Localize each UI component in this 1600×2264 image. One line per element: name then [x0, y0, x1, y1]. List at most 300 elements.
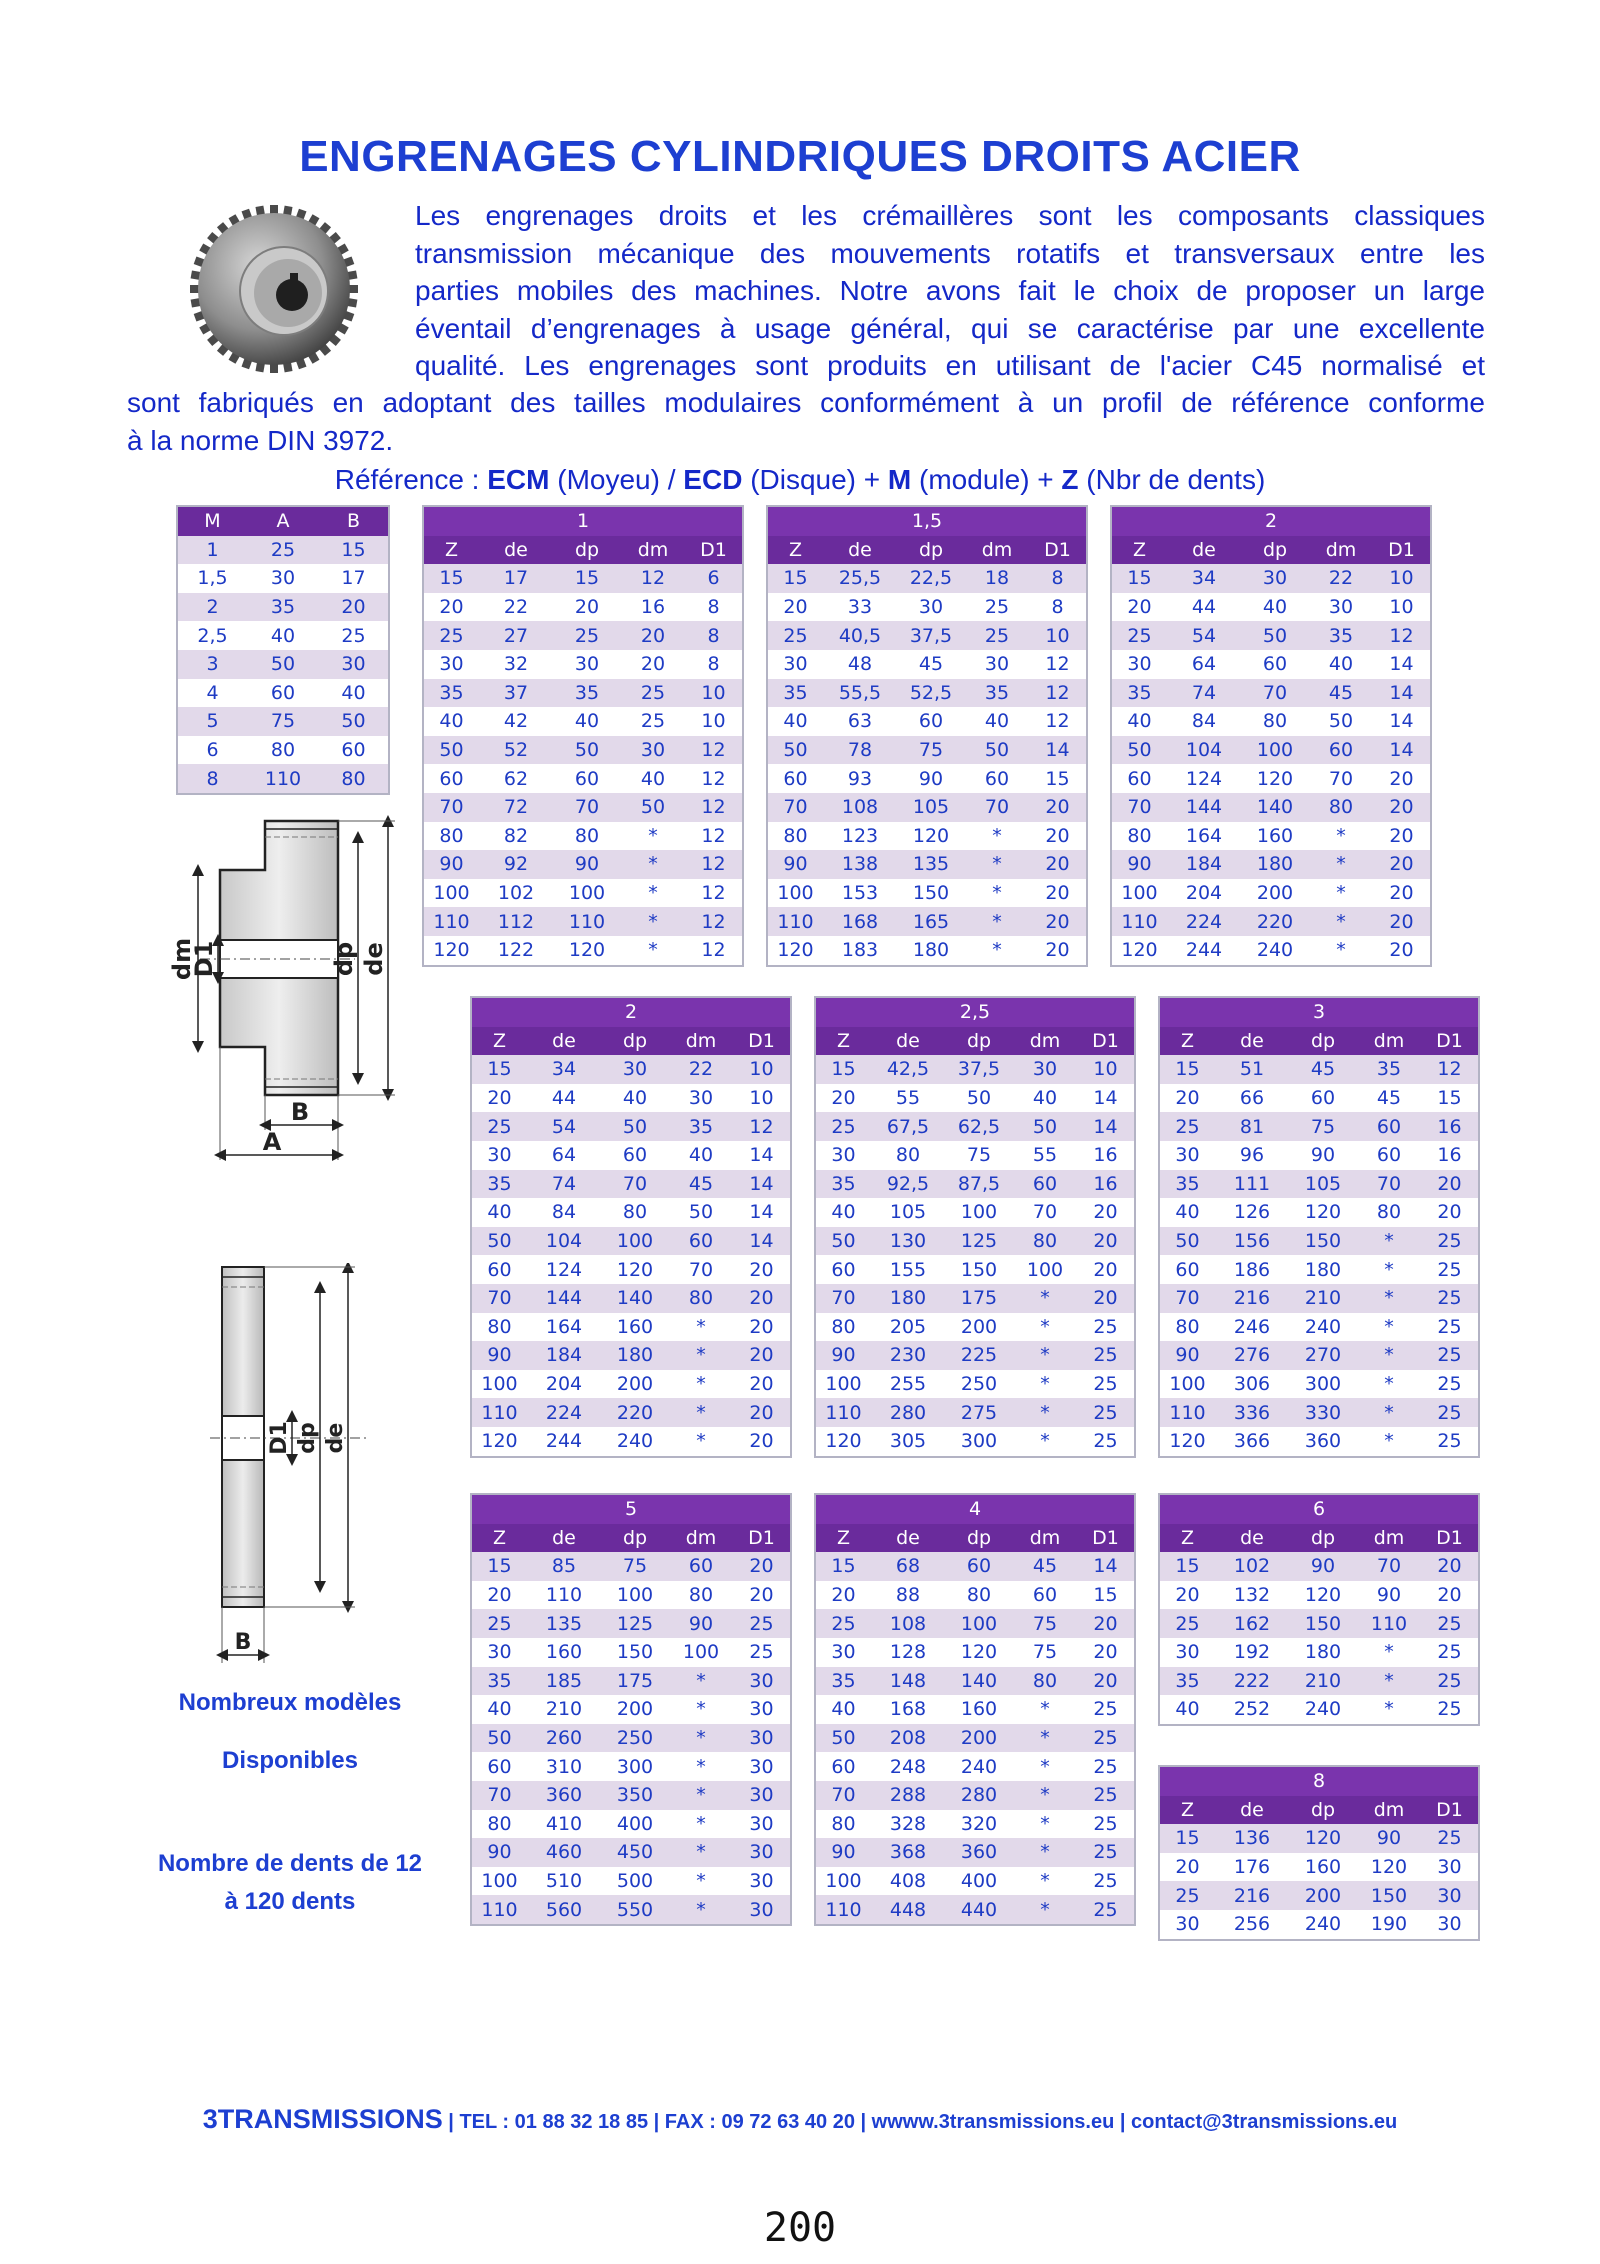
table-cell: 90	[1289, 1552, 1357, 1581]
table-row	[471, 1838, 791, 1867]
table-row	[1159, 1227, 1479, 1256]
table-cell: 74	[1167, 679, 1241, 708]
table-cell: *	[992, 939, 1002, 962]
table-cell: 25	[471, 1112, 527, 1141]
module-table-2-5	[814, 996, 1136, 1458]
table-cell: 22	[1309, 564, 1373, 593]
table-cell: 400	[960, 1870, 998, 1893]
table-cell: 70	[965, 793, 1029, 822]
table-cell: 68	[871, 1552, 945, 1581]
dim-cell: 3	[177, 650, 247, 679]
table-cell: 25	[1159, 1609, 1215, 1638]
dim-cell: 50	[247, 650, 319, 679]
table-cell: 366	[1233, 1430, 1271, 1453]
intro-line: transmission mécanique des mouvements rotatifs et transversaux entre les	[415, 237, 1485, 269]
table-cell: 120	[616, 1258, 654, 1281]
table-row	[1111, 879, 1431, 908]
table-cell: 400	[616, 1812, 654, 1835]
table-cell: 25	[1421, 1398, 1479, 1427]
table-row	[1159, 1084, 1479, 1113]
table-cell: 100	[601, 1227, 669, 1256]
column-header: Z	[423, 536, 479, 565]
table-cell: 35	[1159, 1170, 1215, 1199]
dim-table-row	[177, 650, 389, 679]
table-cell: 12	[701, 824, 726, 847]
table-cell: 35	[815, 1170, 871, 1199]
table-cell: 164	[545, 1315, 583, 1338]
table-cell: 20	[487, 1584, 512, 1607]
table-cell: 153	[841, 882, 879, 905]
table-cell: 25	[1421, 1284, 1479, 1313]
dim-cell: 75	[247, 707, 319, 736]
dim-cell: 30	[270, 567, 296, 590]
table-cell: 120	[481, 1430, 518, 1453]
table-cell: 60	[1032, 1584, 1058, 1607]
table-cell: 108	[871, 1609, 945, 1638]
reference-z: Z	[1061, 464, 1079, 495]
table-cell: 305	[889, 1430, 927, 1453]
table-cell: 45	[669, 1170, 733, 1199]
table-cell: 350	[601, 1781, 669, 1810]
table-cell: 27	[479, 621, 553, 650]
table-row	[1111, 793, 1431, 822]
table-cell: 160	[960, 1698, 998, 1721]
table-cell: 30	[749, 1870, 774, 1893]
table-cell: *	[1357, 1667, 1421, 1696]
table-cell: 60	[1262, 653, 1288, 676]
table-cell: 320	[960, 1812, 998, 1835]
table-cell: 14	[1389, 710, 1414, 733]
table-cell: 14	[749, 1201, 774, 1224]
table-cell: 25	[733, 1609, 791, 1638]
table-cell: 135	[897, 850, 965, 879]
table-cell: 87,5	[945, 1170, 1013, 1199]
table-cell: 240	[1304, 1913, 1342, 1936]
table-cell: 50	[601, 1112, 669, 1141]
table-row	[1159, 1824, 1479, 1853]
table-cell: 80	[574, 824, 600, 847]
table-row	[767, 736, 1087, 765]
table-row	[1159, 1609, 1479, 1638]
table-cell: 10	[733, 1055, 791, 1084]
table-cell: 35	[471, 1170, 527, 1199]
dim-cell: 15	[319, 536, 389, 565]
table-cell: 84	[551, 1201, 577, 1224]
table-cell: 30	[688, 1087, 714, 1110]
table-row	[815, 1227, 1135, 1256]
dim-cell: 30	[319, 650, 389, 679]
table-cell: 110	[471, 1895, 527, 1925]
table-cell: 12	[621, 564, 685, 593]
table-cell: 204	[1185, 882, 1223, 905]
table-cell: 33	[847, 596, 873, 619]
table-cell: 35	[1309, 621, 1373, 650]
table-cell: 105	[1289, 1170, 1357, 1199]
module-label: 8	[1159, 1766, 1479, 1796]
dim-cell: 20	[319, 593, 389, 622]
table-cell: 280	[871, 1398, 945, 1427]
module-label: 1,5	[767, 506, 1087, 536]
table-cell: 50	[471, 1227, 527, 1256]
table-cell: 50	[471, 1724, 527, 1753]
side-note-teeth	[130, 1845, 450, 1921]
module-table-1	[422, 505, 744, 967]
table-cell: *	[696, 1755, 706, 1778]
table-cell: 25	[1421, 1227, 1479, 1256]
column-header: Z	[1159, 1027, 1215, 1056]
table-cell: 25	[1437, 1698, 1462, 1721]
table-cell: 100	[960, 1201, 998, 1224]
table-cell: 184	[1167, 850, 1241, 879]
table-row	[1111, 822, 1431, 851]
column-header: D1	[1421, 1524, 1479, 1553]
table-cell: 30	[984, 653, 1010, 676]
table-row	[471, 1695, 791, 1724]
table-cell: 30	[1241, 564, 1309, 593]
table-cell: 30	[918, 596, 944, 619]
table-cell: 30	[1175, 1913, 1200, 1936]
column-header: Z	[1159, 1796, 1215, 1825]
table-cell: 25	[767, 621, 823, 650]
table-cell: *	[648, 824, 658, 847]
table-cell: 200	[616, 1698, 654, 1721]
table-cell: 128	[889, 1641, 927, 1664]
column-header: de	[871, 1027, 945, 1056]
table-cell: 156	[1215, 1227, 1289, 1256]
table-cell: 20	[749, 1373, 774, 1396]
table-cell: 12	[685, 850, 743, 879]
table-row	[1159, 1581, 1479, 1610]
table-cell: 40	[1262, 596, 1288, 619]
column-header: dm	[1357, 1796, 1421, 1825]
table-cell: *	[1013, 1781, 1077, 1810]
table-cell: 70	[767, 793, 823, 822]
table-cell: 20	[1029, 850, 1087, 879]
table-cell: 22	[503, 596, 529, 619]
table-cell: 30	[733, 1895, 791, 1925]
table-row	[1111, 679, 1431, 708]
table-cell: 120	[1169, 1430, 1206, 1453]
table-cell: 14	[1029, 736, 1087, 765]
table-cell: 20	[1389, 882, 1414, 905]
table-cell: 70	[1111, 793, 1167, 822]
table-cell: 25	[1421, 1824, 1479, 1853]
table-cell: 164	[1185, 824, 1223, 847]
table-cell: *	[1040, 1812, 1050, 1835]
table-cell: 150	[616, 1641, 654, 1664]
table-cell: 150	[912, 882, 950, 905]
table-row	[471, 1581, 791, 1610]
module-table-2	[1110, 505, 1432, 967]
intro-line: qualité. Les engrenages sont produits en utilisant de l'acier C45 normalisé et	[415, 350, 1485, 381]
reference-prefix: Référence :	[334, 464, 488, 495]
table-cell: 110	[767, 907, 823, 936]
table-cell: 20	[621, 621, 685, 650]
table-cell: 20	[1389, 939, 1414, 962]
dim-cell: 1	[177, 536, 247, 565]
table-cell: 60	[487, 1258, 512, 1281]
table-row	[815, 1341, 1135, 1370]
table-cell: 20	[1373, 907, 1431, 936]
table-cell: 52,5	[897, 679, 965, 708]
table-cell: 35	[1159, 1667, 1215, 1696]
column-header: dp	[601, 1027, 669, 1056]
table-cell: 14	[749, 1144, 774, 1167]
intro-line: parties mobiles des machines. Notre avons fait le choix de proposer un large	[415, 275, 1485, 306]
table-row	[471, 1552, 791, 1581]
table-cell: 60	[669, 1227, 733, 1256]
table-row	[767, 621, 1087, 650]
table-cell: 25	[1437, 1315, 1462, 1338]
table-cell: 92,5	[871, 1170, 945, 1199]
table-cell: 20	[1077, 1667, 1135, 1696]
table-cell: 50	[621, 793, 685, 822]
table-row	[1159, 1881, 1479, 1910]
table-cell: 10	[685, 679, 743, 708]
table-cell: *	[1357, 1284, 1421, 1313]
column-header: de	[1215, 1027, 1289, 1056]
table-cell: 34	[1167, 564, 1241, 593]
table-row	[1159, 1055, 1479, 1084]
table-cell: 25	[1093, 1430, 1118, 1453]
column-header: Z	[471, 1524, 527, 1553]
column-header-row	[1111, 536, 1431, 565]
module-label: 3	[1159, 997, 1479, 1027]
table-cell: *	[1040, 1315, 1050, 1338]
table-cell: 175	[601, 1667, 669, 1696]
column-header: Z	[1159, 1524, 1215, 1553]
column-header-row	[815, 1524, 1135, 1553]
table-cell: 120	[777, 939, 814, 962]
column-header: dm	[669, 1027, 733, 1056]
table-row	[815, 1638, 1135, 1667]
dim-cell: 60	[341, 739, 366, 762]
table-cell: 80	[487, 1315, 512, 1338]
dim-cell: 2	[177, 593, 247, 622]
table-row	[815, 1838, 1135, 1867]
dim-cell: 40	[270, 624, 296, 647]
dim-cell: 80	[319, 764, 389, 794]
table-row	[767, 879, 1087, 908]
intro-line: à la norme DIN 3972.	[127, 424, 394, 456]
table-cell: 20	[1437, 1201, 1462, 1224]
table-cell: 160	[1304, 1856, 1342, 1879]
table-cell: 35	[553, 679, 621, 708]
table-cell: 204	[545, 1373, 583, 1396]
table-cell: 35	[767, 679, 823, 708]
column-header: D1	[733, 1524, 791, 1553]
hub-gear-diagram	[140, 815, 410, 1165]
table-row	[471, 1638, 791, 1667]
table-cell: 40	[640, 767, 666, 790]
table-cell: 25	[1437, 1430, 1462, 1453]
page-title: ENGRENAGES CYLINDRIQUES DROITS ACIER	[299, 132, 1301, 181]
table-cell: 20	[1029, 907, 1087, 936]
table-cell: 80	[1309, 793, 1373, 822]
table-cell: 100	[433, 882, 470, 905]
column-header: dm	[965, 536, 1029, 565]
table-cell: 60	[984, 767, 1010, 790]
table-cell: 210	[1289, 1284, 1357, 1313]
table-cell: 110	[423, 907, 479, 936]
table-cell: 81	[1215, 1112, 1289, 1141]
disc-label-de: de	[323, 1422, 348, 1454]
table-cell: 12	[685, 907, 743, 936]
table-cell: 25	[1421, 1341, 1479, 1370]
hub-label-de: de	[360, 942, 388, 976]
table-row	[471, 1752, 791, 1781]
table-cell: 20	[1077, 1284, 1135, 1313]
dim-header-b: B	[319, 506, 389, 536]
table-cell: 52	[479, 736, 553, 765]
dim-header-a: A	[247, 506, 319, 536]
column-header: dp	[897, 536, 965, 565]
table-cell: 64	[1191, 653, 1217, 676]
table-row	[767, 793, 1087, 822]
table-cell: 30	[1175, 1144, 1200, 1167]
table-cell: 330	[1289, 1398, 1357, 1427]
column-header: D1	[685, 536, 743, 565]
table-row	[471, 1609, 791, 1638]
table-row	[1159, 1198, 1479, 1227]
table-cell: 240	[1304, 1698, 1342, 1721]
table-cell: *	[648, 939, 658, 962]
table-cell: 136	[1215, 1824, 1289, 1853]
table-cell: 210	[1289, 1667, 1357, 1696]
table-cell: 75	[966, 1144, 992, 1167]
table-cell: 90	[423, 850, 479, 879]
table-cell: *	[1040, 1373, 1050, 1396]
table-cell: 20	[733, 1398, 791, 1427]
table-row	[815, 1141, 1135, 1170]
table-cell: 90	[1376, 1584, 1402, 1607]
table-cell: 125	[601, 1609, 669, 1638]
table-row	[815, 1427, 1135, 1457]
table-cell: 100	[1241, 736, 1309, 765]
gear-photo	[188, 203, 360, 375]
table-cell: 12	[685, 736, 743, 765]
table-cell: 50	[553, 736, 621, 765]
table-cell: 328	[889, 1812, 927, 1835]
table-row	[815, 1313, 1135, 1342]
table-cell: 70	[601, 1170, 669, 1199]
table-row	[423, 822, 743, 851]
table-cell: 14	[1077, 1552, 1135, 1581]
table-cell: 74	[527, 1170, 601, 1199]
table-cell: 40	[439, 710, 464, 733]
table-cell: 20	[733, 1341, 791, 1370]
table-cell: *	[1357, 1227, 1421, 1256]
table-cell: 300	[616, 1755, 654, 1778]
table-row	[471, 1895, 791, 1925]
table-cell: 20	[1389, 824, 1414, 847]
column-header: D1	[1077, 1524, 1135, 1553]
table-row	[815, 1895, 1135, 1925]
table-cell: *	[992, 824, 1002, 847]
table-cell: 70	[815, 1781, 871, 1810]
table-cell: 80	[669, 1284, 733, 1313]
table-cell: 8	[707, 596, 720, 619]
table-cell: 60	[831, 1755, 856, 1778]
table-cell: 105	[897, 793, 965, 822]
table-cell: 20	[1077, 1227, 1135, 1256]
table-cell: 37,5	[945, 1055, 1013, 1084]
table-row	[767, 936, 1087, 966]
table-row	[815, 1781, 1135, 1810]
column-header: dp	[1289, 1524, 1357, 1553]
table-cell: 120	[1304, 1584, 1342, 1607]
column-header: de	[479, 536, 553, 565]
table-cell: 175	[945, 1284, 1013, 1313]
table-cell: 15	[1159, 1824, 1215, 1853]
table-cell: 360	[527, 1781, 601, 1810]
table-cell: 80	[1376, 1201, 1402, 1224]
column-header: de	[527, 1027, 601, 1056]
table-cell: 30	[601, 1055, 669, 1084]
table-cell: 40	[574, 710, 600, 733]
table-cell: 448	[871, 1895, 945, 1925]
table-cell: 35	[423, 679, 479, 708]
table-cell: 120	[1289, 1824, 1357, 1853]
table-row	[423, 650, 743, 679]
column-header: D1	[1373, 536, 1431, 565]
column-header-row	[471, 1524, 791, 1553]
table-cell: 120	[960, 1641, 998, 1664]
table-cell: 248	[889, 1755, 927, 1778]
table-cell: 25	[749, 1641, 774, 1664]
table-cell: 288	[871, 1781, 945, 1810]
column-header: D1	[733, 1027, 791, 1056]
table-row	[1159, 1170, 1479, 1199]
table-row	[815, 1752, 1135, 1781]
table-cell: 30	[1437, 1856, 1462, 1879]
table-cell: 360	[1304, 1430, 1342, 1453]
table-cell: 20	[733, 1284, 791, 1313]
table-cell: 20	[1421, 1552, 1479, 1581]
dim-table-row	[177, 764, 389, 794]
table-row	[1111, 850, 1431, 879]
table-cell: 140	[1241, 793, 1309, 822]
table-cell: 32	[503, 653, 529, 676]
table-cell: 93	[847, 767, 873, 790]
table-cell: 20	[783, 596, 808, 619]
table-cell: 123	[841, 824, 879, 847]
table-cell: 12	[1045, 710, 1070, 733]
table-cell: 90	[471, 1838, 527, 1867]
table-cell: *	[669, 1895, 733, 1925]
table-cell: 205	[889, 1315, 927, 1338]
table-cell: 200	[945, 1724, 1013, 1753]
table-cell: 100	[825, 1870, 862, 1893]
table-cell: 30	[1437, 1913, 1462, 1936]
table-cell: 70	[553, 793, 621, 822]
table-cell: 10	[701, 710, 726, 733]
table-cell: 80	[831, 1812, 856, 1835]
table-row	[1159, 1667, 1479, 1696]
side-note-line: Nombre de dents de 12	[157, 1850, 423, 1877]
table-row	[471, 1112, 791, 1141]
module-header-row	[471, 1494, 791, 1524]
table-cell: 132	[1233, 1584, 1271, 1607]
table-cell: 30	[439, 653, 464, 676]
table-cell: 50	[1111, 736, 1167, 765]
table-cell: 45	[1013, 1552, 1077, 1581]
table-cell: 25	[1093, 1315, 1118, 1338]
table-cell: 40	[688, 1144, 714, 1167]
table-cell: 180	[871, 1284, 945, 1313]
table-cell: 450	[601, 1838, 669, 1867]
table-cell: 250	[960, 1373, 998, 1396]
